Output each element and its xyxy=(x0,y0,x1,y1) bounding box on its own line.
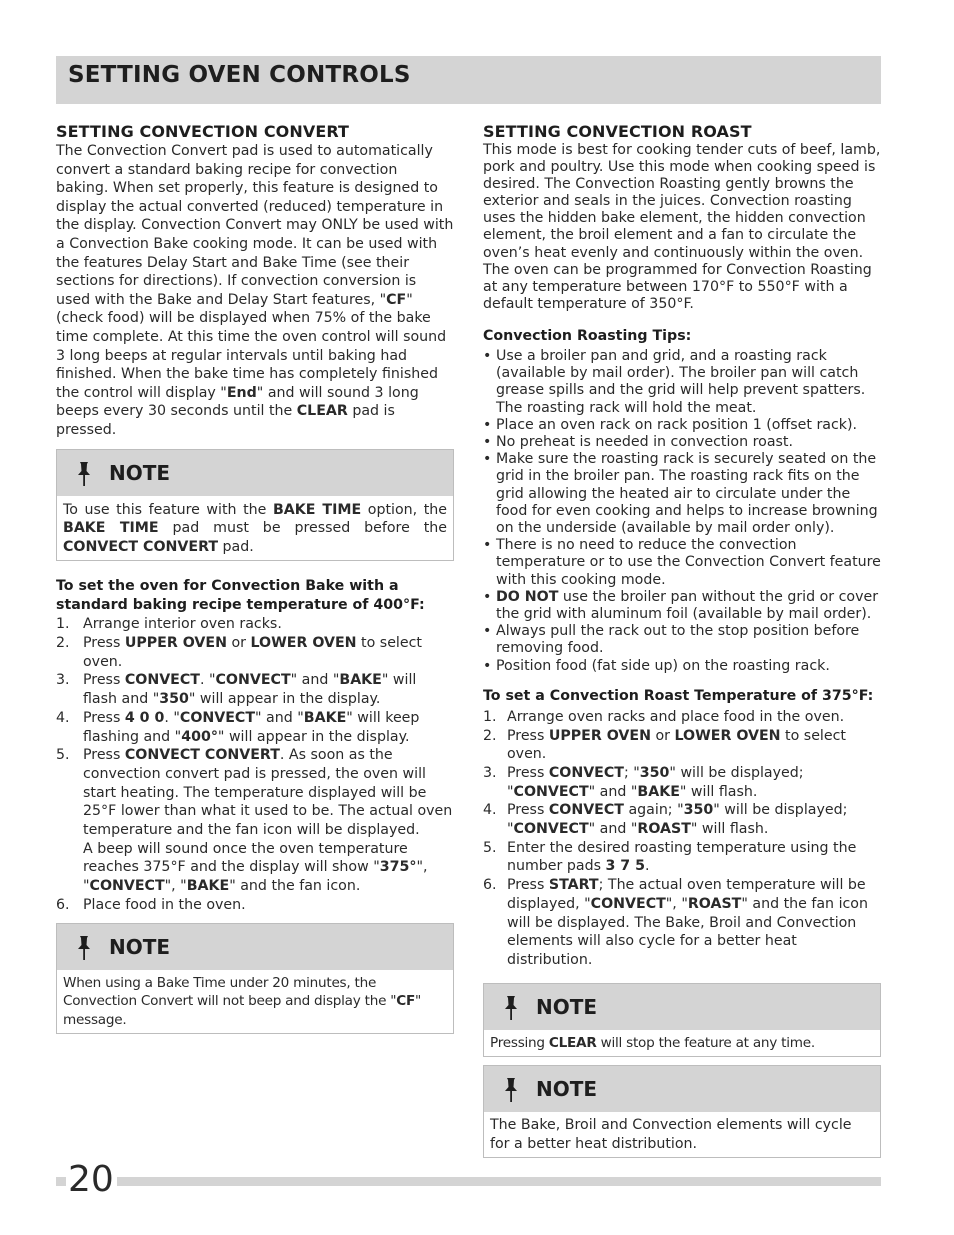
convection-bake-steps xyxy=(56,615,454,914)
page-header-bar xyxy=(56,56,881,104)
step-number: 3. xyxy=(483,764,497,781)
note-box-clear xyxy=(483,983,881,1058)
tips-heading: Convection Roasting Tips: xyxy=(483,327,692,344)
step-number: 2. xyxy=(483,727,497,744)
procedure-step: 6. Press START; The actual oven temperature will be displayed, "CONVECT", "ROAST" and the fan icon will be displayed. The Bake, Broil and Convection elements will also cycle for a better heat distribution. xyxy=(483,877,868,968)
step-number: 3. xyxy=(56,672,70,689)
note-text: When using a Bake Time under 20 minutes, the Convection Convert will not beep and display the "CF" message. xyxy=(63,974,422,1028)
procedure-step: 3. Press CONVECT; "350" will be displayed; "CONVECT" and "BAKE" will flash. xyxy=(483,764,804,800)
note-text: The Bake, Broil and Convection elements will cycle for a better heat distribution. xyxy=(490,1117,852,1152)
pushpin-icon xyxy=(498,994,524,1022)
procedure-step: 4. Press 4 0 0. "CONVECT" and "BAKE" will keep flashing and "400°" will appear in the display. xyxy=(56,709,420,745)
note-header xyxy=(484,1066,880,1112)
pushpin-icon xyxy=(498,1076,524,1104)
step-number: 4. xyxy=(56,709,70,726)
tip-item: • There is no need to reduce the convection temperature or to use the Convection Convert feature with this cooking mode. xyxy=(483,537,881,589)
note-title: NOTE xyxy=(109,460,171,485)
page-title: SETTING OVEN CONTROLS xyxy=(68,62,411,88)
convection-roast-intro: This mode is best for cooking tender cuts of beef, lamb, pork and poultry. Use this mode when cooking speed is desired. The Convection Roasting gently browns the exterior and seals in the juices. Convection roasting uses the hidden bake element, the hidden convection element, the broil element and a fan to circulate the oven’s heat evenly and continuously within the oven. The oven can be programmed for Convection Roasting at any temperature between 170°F to 550°F with a default temperature of 350°F. xyxy=(483,142,881,312)
note-text: To use this feature with the BAKE TIME option, the BAKE TIME pad must be pressed before the CONVECT CONVERT pad. xyxy=(63,501,447,555)
tip-item: • Position food (fat side up) on the roasting rack. xyxy=(483,658,881,675)
procedure-step: 2. Press UPPER OVEN or LOWER OVEN to select oven. xyxy=(56,634,422,670)
step-number: 5. xyxy=(56,747,70,764)
note-title: NOTE xyxy=(536,994,598,1019)
note-header xyxy=(484,984,880,1030)
convection-roasting-tips xyxy=(483,348,881,675)
section-heading-convection-roast: SETTING CONVECTION ROAST xyxy=(483,122,752,141)
tip-item: • Make sure the roasting rack is securely seated on the grid in the broiler pan. The roasting rack fits on the grid allowing the heated air to circulate under the food for even cooking and helps to increase browning on the underside (available by mail order only). xyxy=(483,451,881,537)
pushpin-icon xyxy=(71,460,97,488)
procedure-heading-convection-roast: To set a Convection Roast Temperature of 375°F: xyxy=(483,687,874,704)
step-number: 2. xyxy=(56,634,70,651)
procedure-step: 1. Arrange oven racks and place food in the oven. xyxy=(483,708,845,725)
note-title: NOTE xyxy=(109,934,171,959)
left-column xyxy=(56,122,454,1034)
tip-item: • No preheat is needed in convection roast. xyxy=(483,434,881,451)
note-header xyxy=(57,450,453,496)
convection-roast-steps xyxy=(483,708,881,970)
note-text: Pressing CLEAR will stop the feature at any time. xyxy=(490,1034,815,1051)
step-number: 4. xyxy=(483,802,497,819)
pushpin-icon xyxy=(71,934,97,962)
tip-item: • DO NOT use the broiler pan without the grid or cover the grid with aluminum foil (available by mail order). xyxy=(483,589,881,623)
page-number: 20 xyxy=(66,1160,117,1200)
procedure-step: 5. Enter the desired roasting temperature using the number pads 3 7 5. xyxy=(483,839,857,875)
procedure-step: 2. Press UPPER OVEN or LOWER OVEN to select oven. xyxy=(483,727,846,763)
note-box-bake-time-short xyxy=(56,923,454,1035)
step-number: 6. xyxy=(483,877,497,894)
step-number: 5. xyxy=(483,839,497,856)
procedure-step: 5. Press CONVECT CONVERT. As soon as the convection convert pad is pressed, the oven will start heating. The temperature displayed will be 25°F lower than what it used to be. The actual oven temperature and the fan icon will be displayed. A beep will sound once the oven temperature reaches 375°F and the display will show "375°", "CONVECT", "BAKE" and the fan icon. xyxy=(56,747,453,895)
note-title: NOTE xyxy=(536,1077,598,1102)
note-box-cycle xyxy=(483,1065,881,1158)
procedure-step: 1. Arrange interior oven racks. xyxy=(56,616,282,633)
step-number: 6. xyxy=(56,896,70,913)
section-heading-convection-convert: SETTING CONVECTION CONVERT xyxy=(56,122,350,141)
step-number: 1. xyxy=(483,708,497,725)
convection-convert-intro: The Convection Convert pad is used to automatically convert a standard baking recipe for convection baking. When set properly, this feature is designed to display the actual converted (reduced) temperature in the display. Convection Convert may ONLY be used with a Convection Bake cooking mode. It can be used with the features Delay Start and Bake Time (see their sections for directions). If convection conversion is used with the Bake and Delay Start features, "CF" (check food) will be displayed when 75% of the bake time complete. At this time the oven control will sound 3 long beeps at regular intervals until baking had finished. When the bake time has completely finished the control will display "End" and will sound 3 long beeps every 30 seconds until the CLEAR pad is pressed. xyxy=(56,143,454,438)
step-number: 1. xyxy=(56,616,70,633)
note-header xyxy=(57,924,453,970)
procedure-step: 6. Place food in the oven. xyxy=(56,896,246,913)
right-column xyxy=(483,122,881,1158)
procedure-step: 4. Press CONVECT again; "350" will be displayed; "CONVECT" and "ROAST" will flash. xyxy=(483,802,848,838)
procedure-heading-convection-bake: To set the oven for Convection Bake with a standard baking recipe temperature of 400°F: xyxy=(56,578,425,614)
note-box-bake-time xyxy=(56,449,454,562)
tip-item: • Use a broiler pan and grid, and a roasting rack (available by mail order). The broiler pan will catch grease spills and the grid will help prevent spatters. The roasting rack will hold the meat. xyxy=(483,348,881,417)
tip-item: • Always pull the rack out to the stop position before removing food. xyxy=(483,623,881,657)
tip-item: • Place an oven rack on rack position 1 (offset rack). xyxy=(483,417,881,434)
footer-rule xyxy=(56,1177,881,1186)
procedure-step: 3. Press CONVECT. "CONVECT" and "BAKE" will flash and "350" will appear in the display. xyxy=(56,672,417,708)
